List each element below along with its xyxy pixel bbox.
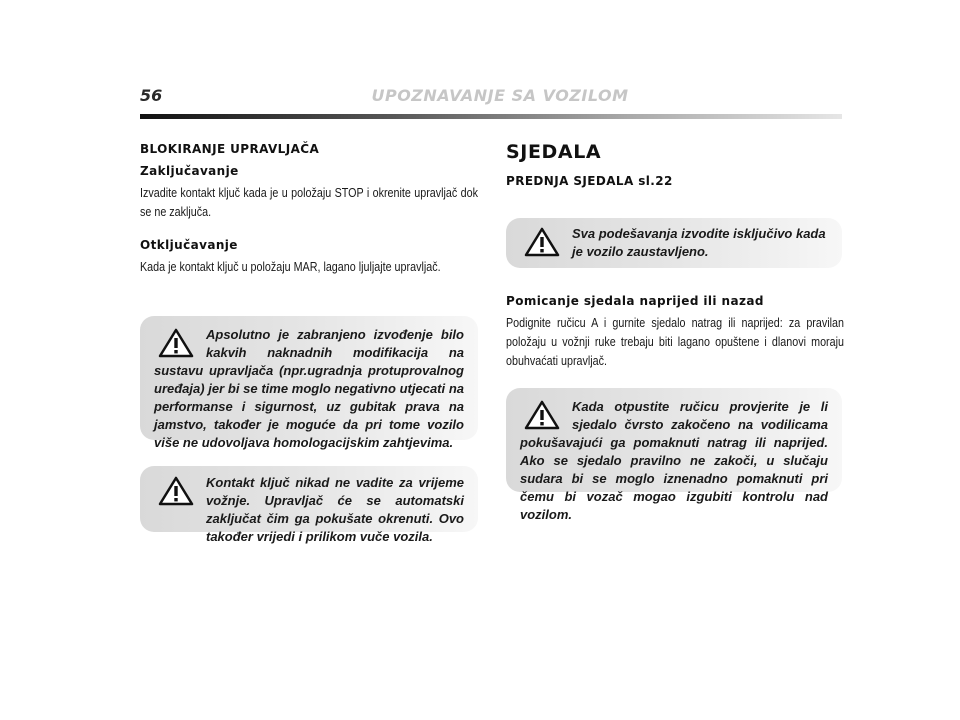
warning-triangle-icon [524,227,560,257]
warning-box-adjust [506,218,842,268]
subtitle-lock: Zaključavanje [140,164,239,178]
subtitle-front-seats: PREDNJA SJEDALA sl.22 [506,174,673,188]
warning-box-seat-lock [506,388,842,522]
left-column [140,140,478,277]
text-unlock: Kada je kontakt ključ u položaju MAR, lagano ljuljajte upravljač. [140,260,441,274]
warning-box-key [140,466,478,544]
text-move-seat: Podignite ručicu A i gurnite sjedalo natrag ili naprijed: za pravilan položaju u vožnji ruke trebaju biti lagano opuštene i dlanovi moraju obuhvaćati upravljač. [506,316,844,368]
page-number: 56 [140,86,163,105]
warning-triangle-icon [158,328,194,358]
subtitle-move-seat: Pomicanje sjedala naprijed ili nazad [506,294,764,308]
right-column [506,140,844,190]
text-lock: Izvadite kontakt ključ kada je u položaju STOP i okrenite upravljač dok se ne zaključa. [140,186,478,219]
warning-box-modifications [140,316,478,450]
warning-triangle-icon [158,476,194,506]
warning-text-key: Kontakt ključ nikad ne vadite za vrijeme vožnje. Upravljač će se automatski zaključat čim ga pokušate okrenuti. Ovo također vrijedi i prilikom vuče vozila. [206,475,464,544]
right-column-move [506,292,844,371]
subtitle-unlock: Otključavanje [140,238,238,252]
warning-text-modifications: Apsolutno je zabranjeno izvođenje bilo kakvih naknadnih modifikacija na sustavu upravljača (npr.ugradnja protuprovalnog uređaja) jer bi se time moglo negativno utjecati na performanse i sigurnost, uz gubitak prava na jamstvo, također je moguće da pri tome vozilo više ne udovoljava homologacijskim zahtjevima. [154,327,464,450]
section-title-seats: SJEDALA [506,141,602,163]
running-header: UPOZNAVANJE SA VOZILOM [371,86,629,105]
warning-text-adjust: Sva podešavanja izvodite isključivo kada je vozilo zaustavljeno. [572,226,826,259]
warning-triangle-icon [524,400,560,430]
warning-text-seat-lock: Kada otpustite ručicu provjerite je li sjedalo čvrsto zakočeno na vodilicama pokušavajući ga pomaknuti natrag ili naprijed. Ako se sjedalo pravilno ne zakoči, u slučaju sudara bi se moglo iznenadno pomaknuti pri čemu bi vozač mogao izgubiti kontrolu nad vozilom. [520,399,828,522]
header-rule [140,114,842,119]
section-title-steering-lock: BLOKIRANJE UPRAVLJAČA [140,142,320,156]
